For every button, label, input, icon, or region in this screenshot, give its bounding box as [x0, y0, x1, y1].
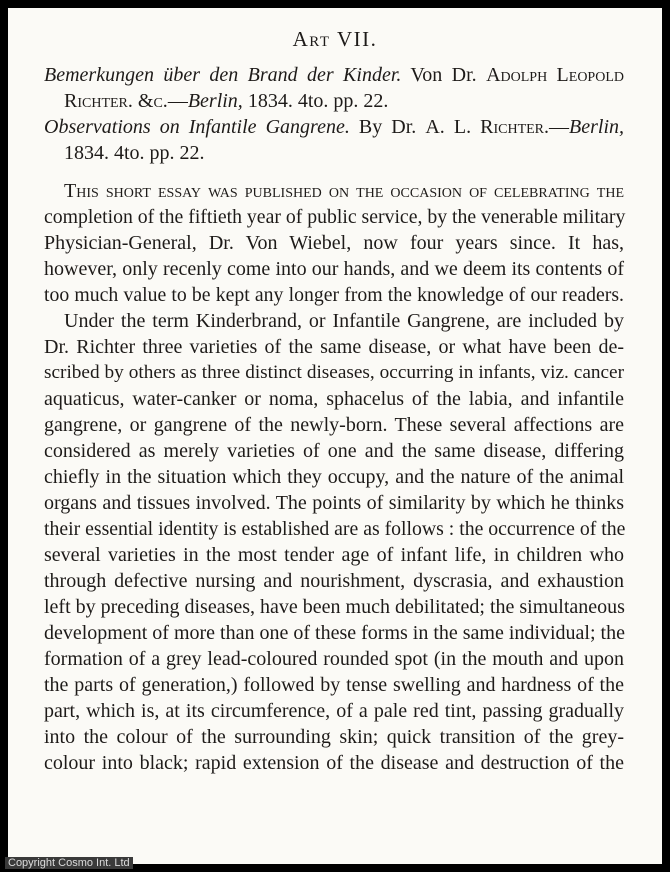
body-line [44, 594, 624, 620]
german-title: Bemerkungen über den Brand der Kinder. [44, 64, 402, 86]
citation-author-first: Adolph Leopold [486, 64, 624, 86]
body-line [44, 438, 624, 464]
citation-english-line-2 [64, 140, 624, 166]
body-line-text: part, which is, at its circumference, of a pale red tint, passing gradually [44, 700, 624, 722]
body-line [44, 334, 624, 360]
body-line-text: several varieties in the most tender age of infant life, in children who [44, 544, 624, 566]
body-line [44, 204, 624, 230]
body-line [44, 230, 624, 256]
article-heading [8, 27, 662, 52]
article-number: VII. [336, 27, 378, 51]
body-line-text: through defective nursing and nourishment, dyscrasia, and exhaustion [44, 570, 624, 592]
body-line-text: scribed by others as three distinct diseases, occurring in infants, viz. cancer [44, 362, 624, 383]
body-line [44, 750, 624, 776]
body-line [44, 490, 624, 516]
body-line-text: into the colour of the surrounding skin; quick transition of the grey- [44, 726, 624, 748]
citation-year-format: 1834. 4to. pp. 22. [247, 90, 389, 112]
citation-english-line-1: Observations on Infantile Gangrene. By Dr. A. L. Richter.—Berlin, [44, 116, 625, 138]
body-line-text: aquaticus, water-canker or noma, sphacelus of the labia, and infantile [44, 388, 624, 410]
body-line-text: chiefly in the situation which they occupy, and the nature of the animal [44, 466, 624, 488]
body-line-text: completion of the fiftieth year of public service, by the venerable military [44, 206, 626, 228]
body-line-text: gangrene, or gangrene of the newly-born. These several affections are [44, 414, 624, 436]
body-line [44, 282, 624, 308]
body-line [44, 256, 624, 282]
body-line [44, 646, 624, 672]
body-line-text: formation of a grey lead-coloured rounded spot (in the mouth and upon [44, 648, 624, 670]
citation-author: A. L. Richter. [425, 116, 550, 138]
body-line-text: colour into black; rapid extension of the disease and destruction of the [44, 752, 624, 774]
citation-place: Berlin, [569, 116, 625, 138]
body-line-text: Under the term Kinderbrand, or Infantile Gangrene, are included by [64, 310, 624, 332]
body-line-text: Dr. Richter three varieties of the same disease, or what have been de- [44, 336, 624, 358]
citation-german-line-1 [44, 62, 624, 88]
citation-year-format: 1834. 4to. pp. 22. [64, 142, 205, 164]
body-line [44, 542, 624, 568]
book-page [8, 8, 662, 864]
body-line-text: their essential identity is established are as follows : the occurrence of the [44, 518, 626, 540]
citation-author-last: Richter. [64, 90, 133, 112]
body-line [44, 386, 624, 412]
english-title: Observations on Infantile Gangrene. [44, 116, 350, 138]
copyright-watermark: Copyright Cosmo Int. Ltd [5, 857, 133, 869]
citation-etc: &c. [137, 90, 168, 112]
body-line [44, 724, 624, 750]
body-line-text: however, only recenly come into our hands, and we deem its contents of [44, 258, 624, 280]
body-line-text: the parts of generation,) followed by tense swelling and hardness of the [44, 674, 624, 696]
article-prefix: Art [292, 27, 331, 51]
body-line [44, 360, 624, 386]
citation-author-intro: Von Dr. [410, 64, 477, 86]
citation-german-line-2: Richter. &c.—Berlin, 1834. 4to. pp. 22. [64, 90, 389, 112]
body-line-text: organs and tissues involved. The points of similarity by which he thinks [44, 492, 624, 514]
body-line-text: Physician-General, Dr. Von Wiebel, now four years since. It has, [44, 232, 624, 254]
body-line [44, 620, 624, 646]
body-line [44, 464, 624, 490]
citation-author-intro: By Dr. [358, 116, 417, 138]
body-line [64, 178, 624, 204]
body-line [44, 412, 624, 438]
body-line-text: left by preceding diseases, have been much debilitated; the simultaneous [44, 596, 625, 618]
body-line [44, 672, 624, 698]
body-line-text: This short essay was published on the occasion of celebrating the [64, 180, 624, 202]
body-line [44, 568, 624, 594]
body-line-text: considered as merely varieties of one and the same disease, differing [44, 440, 624, 462]
body-line [44, 516, 624, 542]
body-line [44, 698, 624, 724]
body-line-text: development of more than one of these forms in the same individual; the [44, 622, 625, 644]
body-line [64, 308, 624, 334]
body-line-text: too much value to be kept any longer from the knowledge of our readers. [44, 284, 624, 306]
citation-place: Berlin, [187, 90, 243, 112]
